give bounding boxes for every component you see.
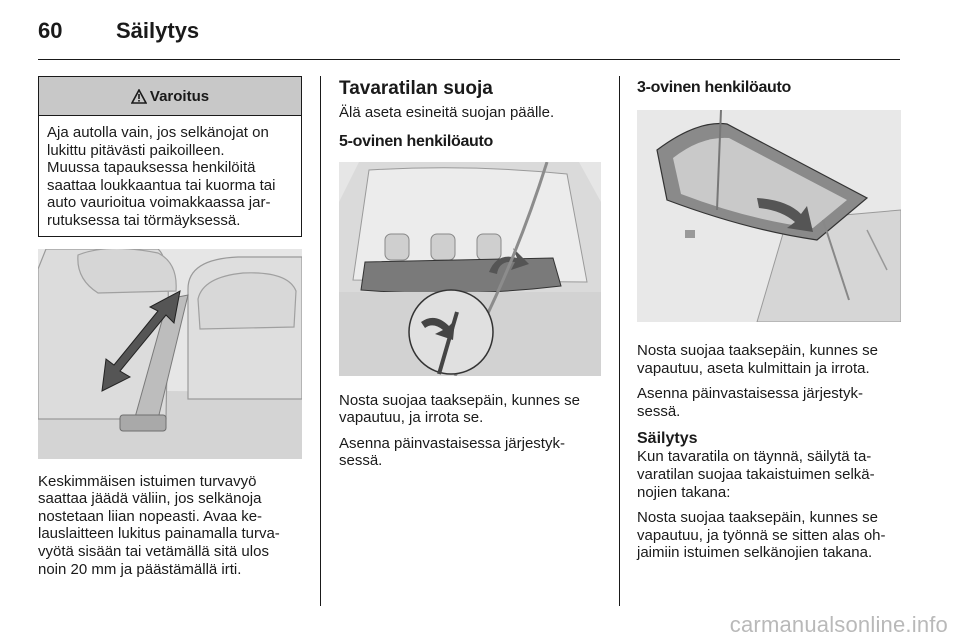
text-line: Nosta suojaa taaksepäin, kunnes se (637, 509, 878, 527)
text-line: nostetaan liian nopeasti. Avaa ke- (38, 507, 263, 525)
warning-header (39, 77, 301, 116)
seatbelt-illustration (38, 249, 302, 459)
five-door-paragraph-2 (339, 435, 601, 470)
text-line: Asenna päinvastaisessa järjestyk- (637, 385, 863, 403)
text-line: nojien takana: (637, 483, 731, 501)
watermark: carmanualsonline.info (729, 612, 948, 637)
cover-heading: Tavaratilan suoja (339, 78, 493, 99)
text-line: Keskimmäisen istuimen turvavyö (38, 472, 257, 490)
storage-heading: Säilytys (637, 430, 698, 448)
warning-line: rutuksessa tai törmäyksessä. (47, 211, 241, 229)
storage-instructions (637, 509, 901, 562)
storage-paragraph (637, 448, 901, 501)
header-divider (38, 59, 900, 60)
text-line: saattaa jäädä väliin, jos selkänoja (38, 490, 262, 508)
text-line: vapautuu, aseta kulmittain ja irrota. (637, 359, 870, 377)
three-door-paragraph-1 (637, 342, 901, 377)
warning-box (38, 76, 302, 237)
text-line: varatilan suojaa takaistuimen selkä- (637, 465, 875, 483)
page-number: 60 (38, 18, 63, 43)
text-line: noin 20 mm ja päästämällä irti. (38, 560, 242, 578)
subheading-5-door: 5-ovinen henkilöauto (339, 132, 494, 150)
column-1 (38, 76, 302, 578)
text-line: vapautuu, ja työnnä se sitten alas oh- (637, 526, 886, 544)
column-2 (339, 76, 601, 470)
warning-line: auto vaurioitua voimakkaassa jar- (47, 194, 271, 212)
seatbelt-paragraph (38, 473, 302, 579)
cover-intro: Älä aseta esineitä suojan päälle. (339, 104, 555, 121)
text-line: vapautuu, ja irrota se. (339, 409, 484, 427)
column-divider-1 (320, 76, 321, 606)
three-door-cover-illustration (637, 110, 901, 322)
page-header (38, 18, 199, 48)
warning-line: Muussa tapauksessa henkilöitä (47, 159, 256, 177)
text-line: Nosta suojaa taaksepäin, kunnes se (339, 391, 580, 409)
three-door-paragraph-2 (637, 385, 901, 420)
text-line: jaimiin istuimen selkänojien takana. (637, 544, 873, 562)
warning-triangle-icon (131, 89, 147, 104)
five-door-paragraph-1 (339, 392, 601, 427)
warning-line: saattaa loukkaantua tai kuorma tai (47, 176, 276, 194)
text-line: Asenna päinvastaisessa järjestyk- (339, 434, 565, 452)
warning-text (39, 116, 301, 236)
section-title: Säilytys (116, 18, 200, 43)
subheading-3-door: 3-ovinen henkilöauto (637, 79, 792, 96)
warning-line: lukittu pitävästi paikoilleen. (47, 141, 225, 159)
text-line: sessä. (339, 452, 383, 470)
warning-line: Aja autolla vain, jos selkänojat on (47, 124, 269, 141)
five-door-cover-illustration (339, 162, 601, 376)
text-line: Nosta suojaa taaksepäin, kunnes se (637, 342, 878, 359)
text-line: lauslaitteen lukitus painamalla turva- (38, 525, 280, 543)
warning-title: Varoitus (149, 87, 210, 105)
text-line: vyötä sisään tai vetämällä sitä ulos (38, 542, 269, 560)
column-3 (637, 76, 901, 562)
text-line: sessä. (637, 402, 681, 420)
column-divider-2 (619, 76, 620, 606)
text-line: Kun tavaratila on täynnä, säilytä ta- (637, 448, 872, 466)
